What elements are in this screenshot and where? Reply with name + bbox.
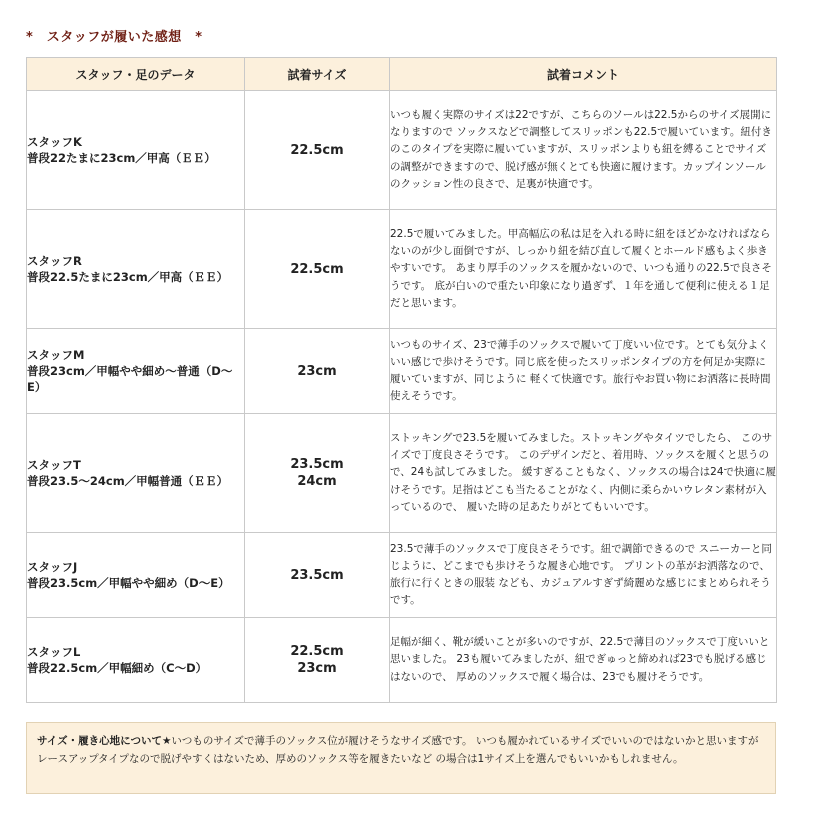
staff-foot-data: 普段22.5cm／甲幅細め（C～D） <box>27 661 208 675</box>
comment-cell: 足幅が細く、靴が緩いことが多いのですが、22.5で薄目のソックスで丁度いいと思いました。 23も履いてみましたが、紐でぎゅっと締めれば23でも脱げる感じはないので、 厚めのソックスで履く場合は、23でも履けそうです。 <box>390 618 777 703</box>
staff-name: スタッフM <box>27 348 85 362</box>
note-text: いつものサイズで薄手のソックス位が履けそうなサイズ感です。 いつも履かれているサイズでいいのではないかと思いますが レースアップタイプなので脱げやすくはないため、厚めのソックス等を履きたいなど の場合は1サイズ上を選んでもいいかもしれません。 <box>37 735 759 765</box>
table-row <box>27 618 777 703</box>
fitting-size: 23.5cm <box>290 457 344 472</box>
staff-name: スタッフT <box>27 458 81 472</box>
staff-name: スタッフL <box>27 645 81 659</box>
size-cell <box>245 91 390 210</box>
fitting-size: 23cm <box>297 661 337 676</box>
staff-foot-data: 普段22たまに23cm／甲高（ＥＥ） <box>27 151 216 165</box>
comment-cell: 23.5で薄手のソックスで丁度良さそうです。紐で調節できるので スニーカーと同じように、どこまでも歩けそうな履き心地です。 プリントの革がお洒落なので、旅行に行くときの服装 なども、カジュアルすぎず綺麗めな感じにまとめられそうです。 <box>390 533 777 618</box>
table-row <box>27 533 777 618</box>
table-row <box>27 91 777 210</box>
staff-foot-data: 普段22.5たまに23cm／甲高（ＥＥ） <box>27 270 229 284</box>
staff-foot-data: 普段23cm／甲幅やや細め～普通（D～E） <box>27 364 233 394</box>
note-heading: サイズ・履き心地について★ <box>37 735 172 747</box>
size-cell <box>245 618 390 703</box>
size-cell <box>245 414 390 533</box>
header-fitting-comment: 試着コメント <box>390 58 777 91</box>
staff-foot-data: 普段23.5～24cm／甲幅普通（ＥＥ） <box>27 474 229 488</box>
staff-cell <box>27 91 245 210</box>
staff-foot-data: 普段23.5cm／甲幅やや細め（D～E） <box>27 576 230 590</box>
comment-cell: いつものサイズ、23で薄手のソックスで履いて丁度いい位です。とても気分よくいい感じで歩けそうです。同じ底を使ったスリッポンタイプの方を何足か実際に履いていますが、同じように 軽くて快適です。旅行やお買い物にお洒落に長時間使えそうです。 <box>390 329 777 414</box>
size-cell <box>245 533 390 618</box>
staff-name: スタッフK <box>27 135 82 149</box>
fitting-size: 23.5cm <box>290 567 344 583</box>
staff-cell <box>27 618 245 703</box>
staff-cell <box>27 533 245 618</box>
size-cell <box>245 329 390 414</box>
fitting-size: 23cm <box>297 363 337 379</box>
table-header-row <box>27 58 777 91</box>
header-fitting-size: 試着サイズ <box>245 58 390 91</box>
fitting-size: 22.5cm <box>290 644 344 659</box>
header-staff-data: スタッフ・足のデータ <box>27 58 245 91</box>
staff-name: スタッフR <box>27 254 82 268</box>
staff-cell <box>27 414 245 533</box>
size-fit-note <box>26 722 776 794</box>
fitting-size: 22.5cm <box>290 142 344 158</box>
page-title: * スタッフが履いた感想 * <box>26 30 203 45</box>
comment-cell: 22.5で履いてみました。甲高幅広の私は足を入れる時に紐をほどかなければならないのが少し面倒ですが、しっかり紐を結び直して履くとホールド感もよく歩きやすいです。 あまり厚手のソックスを履かないので、いつも通りの22.5で良さそうです。 底が白いので重たい印象になり過ぎず、１年を通して便利に使える１足だと思います。 <box>390 210 777 329</box>
comment-cell: ストッキングで23.5を履いてみました。ストッキングやタイツでしたら、 このサイズで丁度良さそうです。 このデザインだと、着用時、ソックスを履くと思うので、24も試してみました。 緩すぎることもなく、ソックスの場合は24で快適に履けそうです。足指はどこも当たることがなく、内側に柔らかいウレタン素材が入っているので、 履いた時の足あたりがとてもいいです。 <box>390 414 777 533</box>
table-row <box>27 329 777 414</box>
staff-cell <box>27 210 245 329</box>
staff-name: スタッフJ <box>27 560 78 574</box>
staff-fitting-table <box>26 57 777 703</box>
table-row <box>27 210 777 329</box>
staff-cell <box>27 329 245 414</box>
comment-cell: いつも履く実際のサイズは22ですが、こちらのソールは22.5からのサイズ展開になりますので ソックスなどで調整してスリッポンも22.5で履いています。紐付きのこのタイプを実際に履いていますが、スリッポンよりも紐を縛ることでサイズの調整ができますので、脱げ感が無くとても快適に履けます。カップインソールのクッション性の良さで、足裏が快適です。 <box>390 91 777 210</box>
table-row <box>27 414 777 533</box>
fitting-size: 22.5cm <box>290 261 344 277</box>
fitting-size: 24cm <box>297 474 337 489</box>
size-cell <box>245 210 390 329</box>
